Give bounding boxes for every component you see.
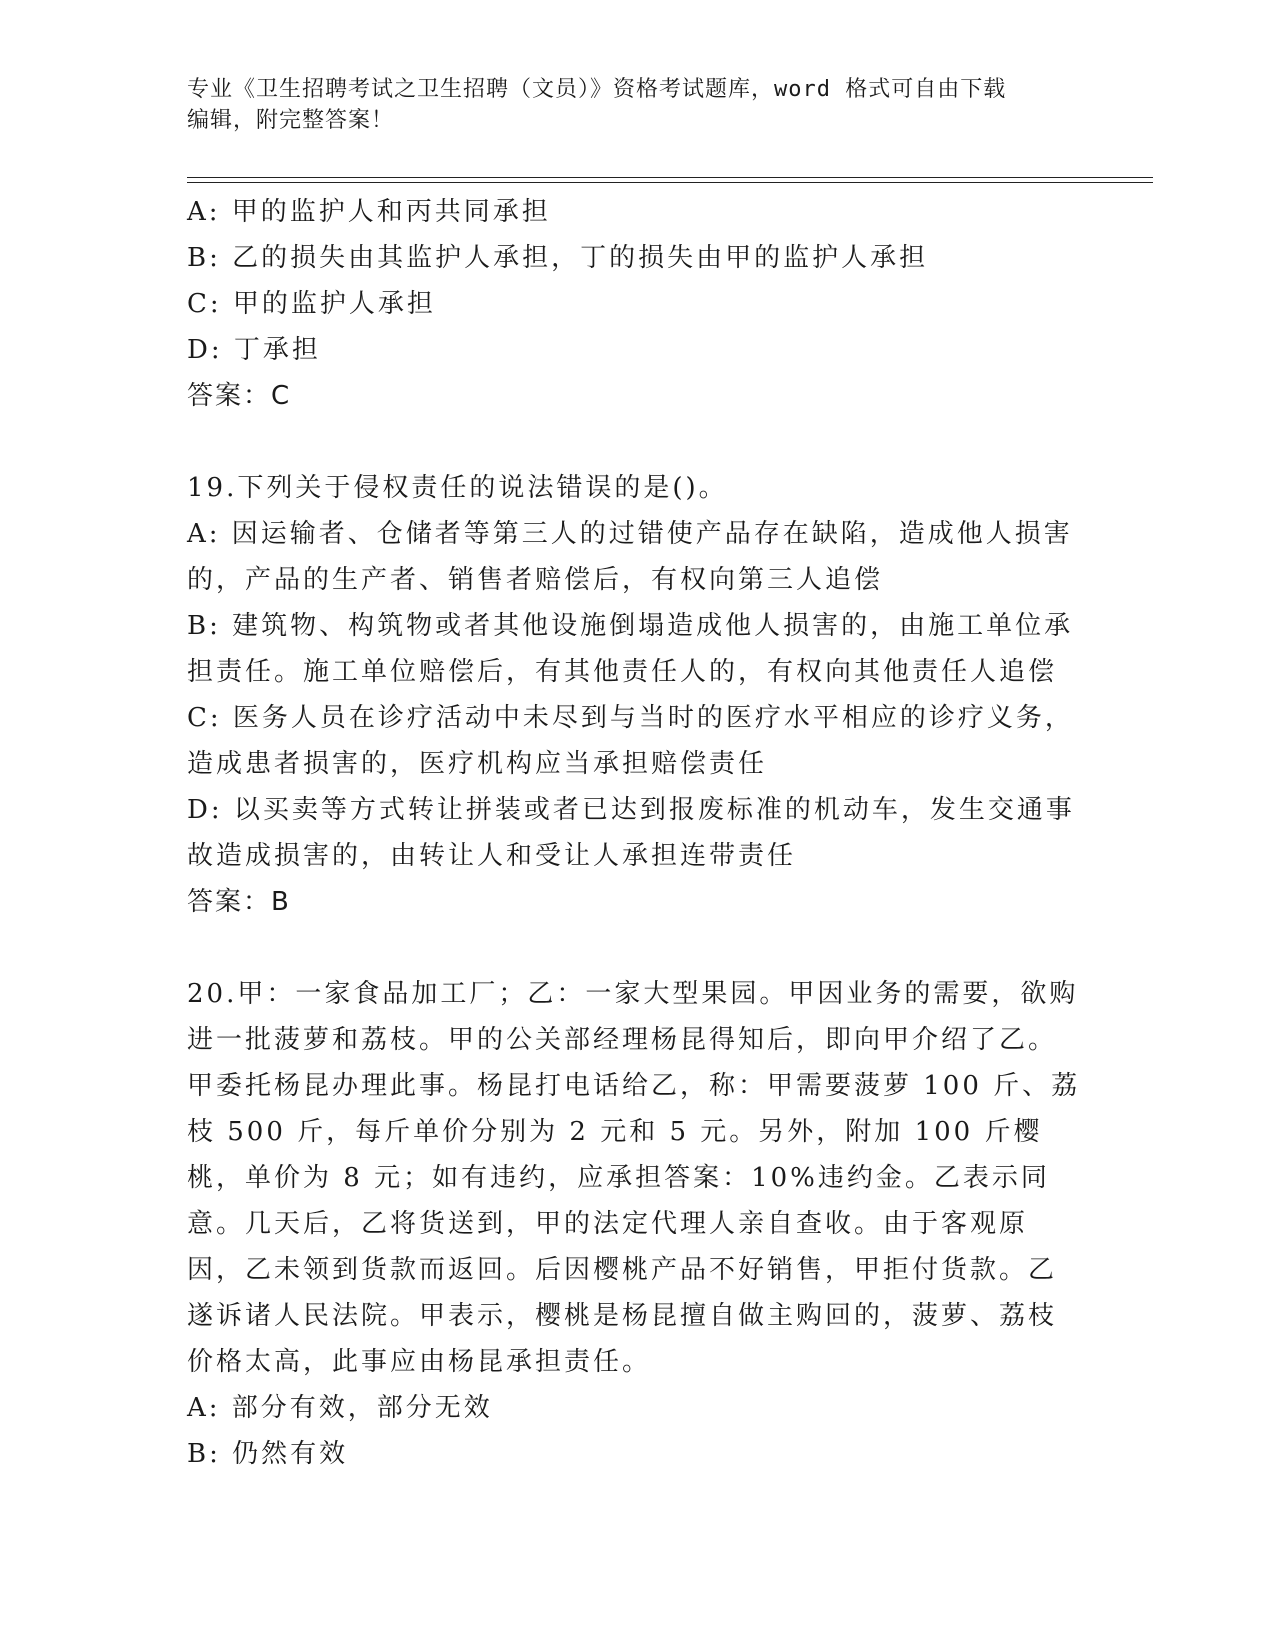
option-b: B: 仍然有效 [187, 1439, 349, 1469]
header-line-2: 编辑，附完整答案！ [187, 108, 395, 133]
document-header [187, 74, 1067, 136]
question-content [187, 189, 1082, 1477]
question-stem: 20.甲：一家食品加工厂；乙：一家大型果园。甲因业务的需要，欲购进一批菠萝和荔枝。甲的公关部经理杨昆得知后，即向甲介绍了乙。甲委托杨昆办理此事。杨昆打电话给乙，称：甲需要菠萝 100 斤、荔枝 500 斤，每斤单价分别为 2 元和 5 元。另外，附加 100 斤樱桃，单价为 8 元；如有违约，应承担答案：10%违约金。乙表示同意。几天后，乙将货送到，甲的法定代理人亲自查收。由于客观原因，乙未领到货款而返回。后因樱桃产品不好销售，甲拒付货款。乙遂诉诸人民法院。甲表示，樱桃是杨昆擅自做主购回的，菠萝、荔枝价格太高，此事应由杨昆承担责任。 [187, 979, 1081, 1377]
spacer [187, 419, 1082, 465]
spacer [187, 925, 1082, 971]
option-d: D: 以买卖等方式转让拼装或者已达到报废标准的机动车，发生交通事故造成损害的，由转让人和受让人承担连带责任 [187, 795, 1075, 871]
option-c: C: 医务人员在诊疗活动中未尽到与当时的医疗水平相应的诊疗义务，造成患者损害的，医疗机构应当承担赔偿责任 [187, 703, 1074, 779]
question-19-block [187, 465, 1082, 925]
option-b: B: 乙的损失由其监护人承担，丁的损失由甲的监护人承担 [187, 243, 929, 273]
option-c: C: 甲的监护人承担 [187, 289, 436, 319]
option-a: A: 部分有效，部分无效 [187, 1393, 493, 1423]
answer-line: 答案：C [187, 381, 292, 411]
question-stem: 19.下列关于侵权责任的说法错误的是()。 [187, 473, 728, 503]
header-divider-top [187, 177, 1153, 178]
previous-question-block [187, 189, 1082, 419]
option-d: D: 丁承担 [187, 335, 321, 365]
answer-line: 答案：B [187, 887, 291, 917]
header-line-1: 专业《卫生招聘考试之卫生招聘（文员）》资格考试题库，word 格式可自由下载 [187, 77, 1007, 102]
question-20-block [187, 971, 1082, 1477]
option-b: B: 建筑物、构筑物或者其他设施倒塌造成他人损害的，由施工单位承担责任。施工单位赔偿后，有其他责任人的，有权向其他责任人追偿 [187, 611, 1074, 687]
header-divider-bottom [187, 182, 1153, 183]
option-a: A: 甲的监护人和丙共同承担 [187, 197, 551, 227]
option-a: A: 因运输者、仓储者等第三人的过错使产品存在缺陷，造成他人损害的，产品的生产者、销售者赔偿后，有权向第三人追偿 [187, 519, 1073, 595]
